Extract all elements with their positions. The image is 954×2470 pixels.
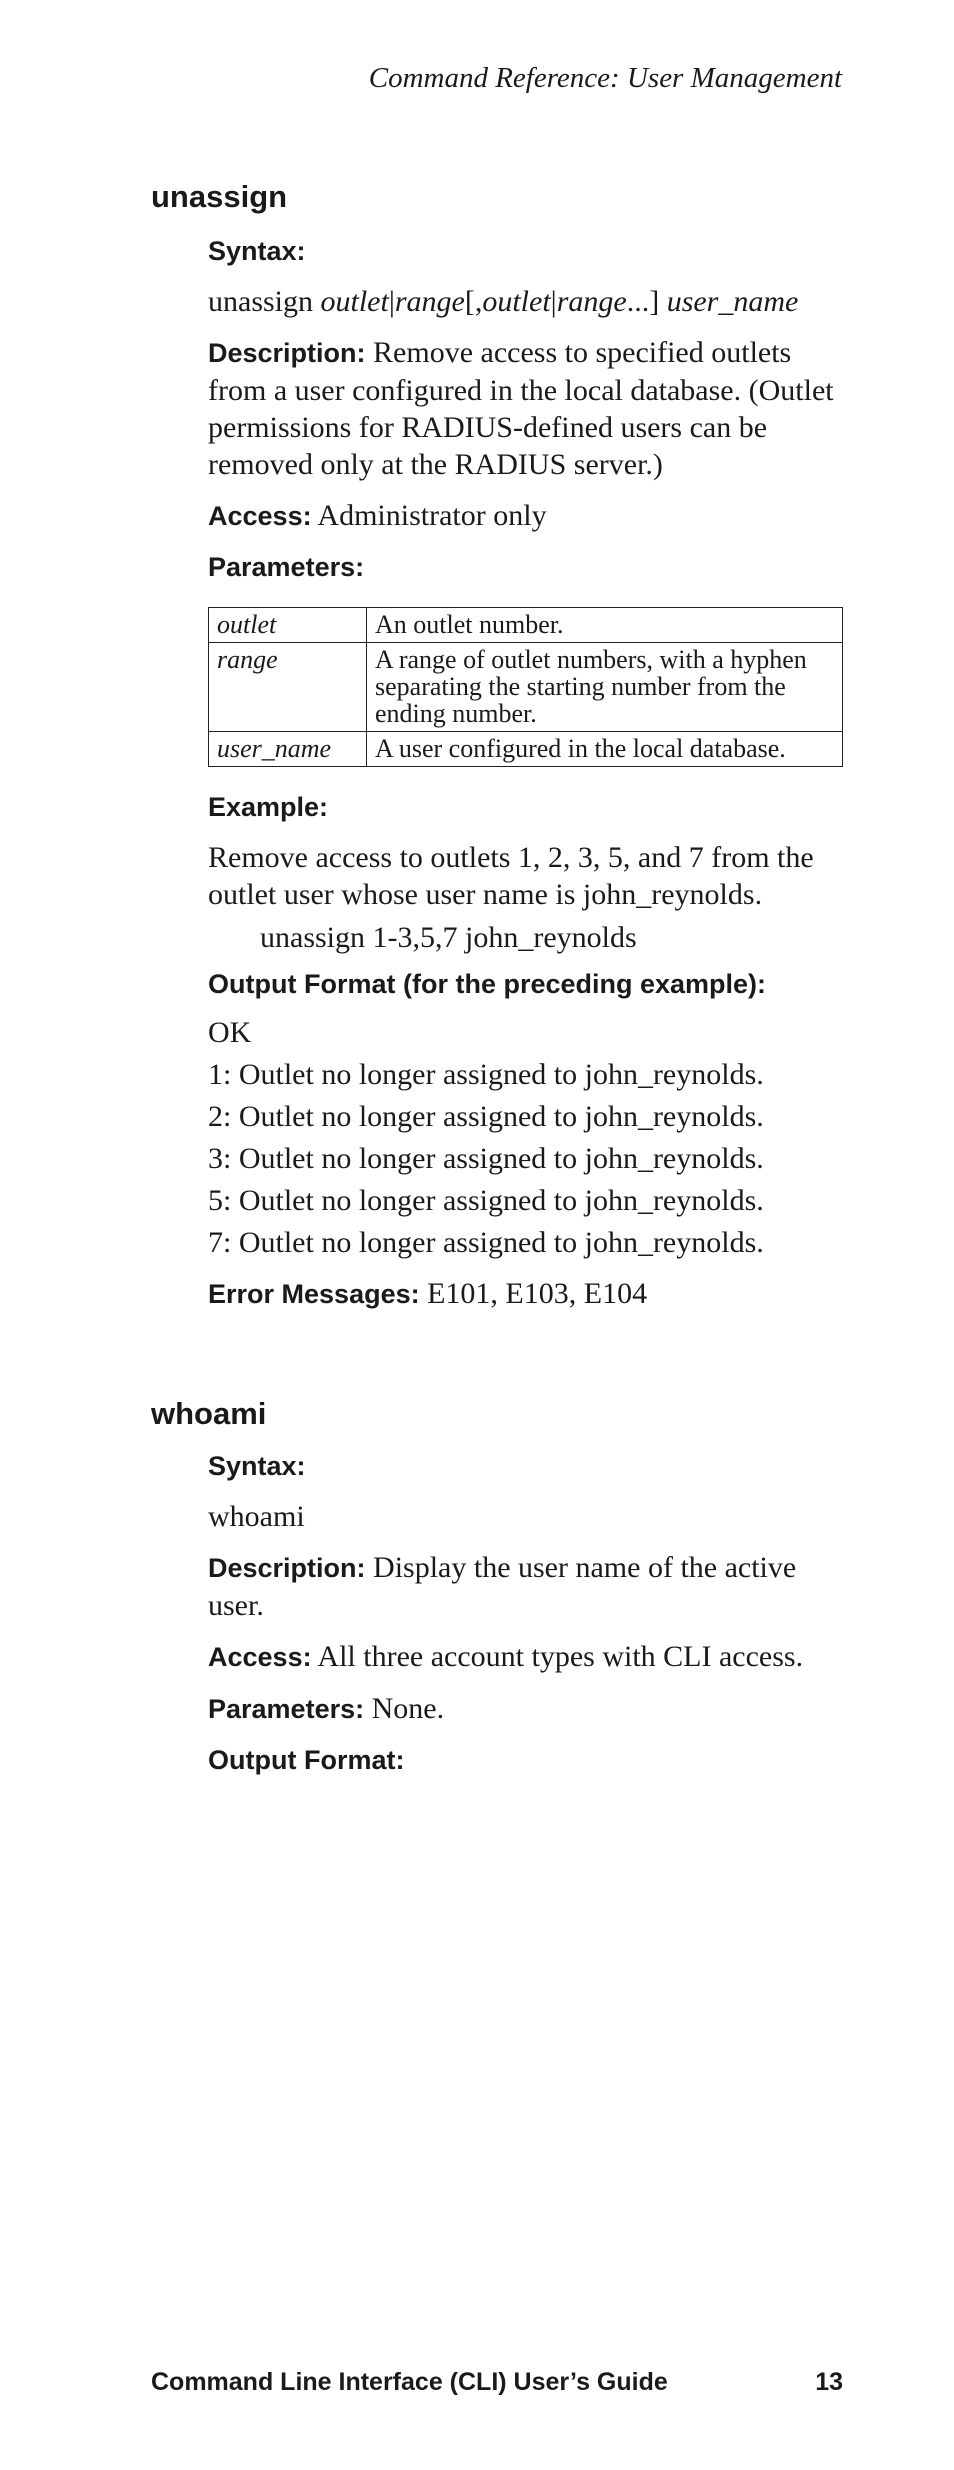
example-command: unassign 1-3,5,7 john_reynolds [260, 921, 637, 954]
syntax-arg: outlet [482, 285, 551, 318]
whoami-description [208, 1549, 843, 1624]
page-footer [151, 2368, 843, 2397]
syntax-sep: | [388, 285, 395, 318]
whoami-output-label: Output Format: [208, 1745, 405, 1775]
whoami-access [208, 1638, 843, 1676]
footer-page-number: 13 [815, 2368, 843, 2396]
syntax-arg: user_name [666, 285, 799, 318]
unassign-parameters-label: Parameters: [208, 552, 365, 582]
parameters-text: None. [364, 1692, 445, 1725]
example-text: Remove access to outlets 1, 2, 3, 5, and 7 from the outlet user whose user name is john_reynolds. [208, 841, 814, 911]
description-text: Remove access to specified outlets from a user configured in the local database. (Outlet permissions for RADIUS-defined users can be removed only at the RADIUS server.) [208, 336, 834, 481]
unassign-errors [208, 1275, 843, 1313]
table-row [209, 732, 843, 767]
unassign-body [208, 233, 843, 1313]
errors-text: E101, E103, E104 [419, 1277, 648, 1310]
syntax-sep: [, [464, 285, 483, 318]
output-line: OK [208, 1016, 252, 1049]
description-text: Display the user name of the active user. [208, 1551, 797, 1622]
output-line: 1: Outlet no longer assigned to john_reynolds. [208, 1058, 764, 1091]
unassign-title: unassign [151, 179, 288, 214]
syntax-sep: ...] [626, 285, 667, 318]
whoami-section [151, 1394, 843, 1778]
unassign-description [208, 334, 843, 483]
syntax-command: unassign [208, 285, 321, 318]
unassign-example-label: Example: [208, 792, 329, 822]
whoami-syntax-label: Syntax: [208, 1451, 306, 1481]
access-text: Administrator only [311, 499, 547, 532]
output-line: 7: Outlet no longer assigned to john_reynolds. [208, 1226, 764, 1259]
param-desc: An outlet number. [367, 608, 843, 643]
param-name: outlet [209, 608, 367, 643]
running-header: Command Reference: User Management [368, 62, 842, 94]
unassign-syntax [208, 283, 843, 320]
param-desc: A range of outlet numbers, with a hyphen separating the starting number from the ending number. [367, 643, 843, 732]
description-label: Description: [208, 1553, 366, 1583]
syntax-arg: range [394, 285, 465, 318]
table-row [209, 608, 843, 643]
whoami-syntax: whoami [208, 1500, 305, 1533]
whoami-title: whoami [151, 1396, 267, 1431]
param-desc: A user configured in the local database. [367, 732, 843, 767]
parameters-label: Parameters: [208, 1694, 365, 1724]
whoami-body [208, 1448, 843, 1778]
access-text: All three account types with CLI access. [311, 1640, 804, 1673]
syntax-sep: | [550, 285, 557, 318]
output-lines [208, 1014, 843, 1261]
syntax-arg: outlet [320, 285, 389, 318]
output-line: 5: Outlet no longer assigned to john_reynolds. [208, 1184, 764, 1217]
param-name: user_name [209, 732, 367, 767]
whoami-parameters [208, 1690, 843, 1728]
param-name: range [209, 643, 367, 732]
unassign-section [151, 177, 843, 1313]
parameters-table [208, 607, 843, 767]
description-label: Description: [208, 338, 366, 368]
access-label: Access: [208, 501, 312, 531]
unassign-output-label: Output Format (for the preceding example): [208, 969, 767, 999]
unassign-syntax-label: Syntax: [208, 236, 306, 266]
footer-guide-title: Command Line Interface (CLI) User’s Guide [151, 2368, 668, 2396]
output-line: 2: Outlet no longer assigned to john_reynolds. [208, 1100, 764, 1133]
table-row [209, 643, 843, 732]
syntax-arg: range [556, 285, 627, 318]
access-label: Access: [208, 1642, 312, 1672]
output-line: 3: Outlet no longer assigned to john_reynolds. [208, 1142, 764, 1175]
unassign-access [208, 497, 843, 535]
errors-label: Error Messages: [208, 1279, 420, 1309]
